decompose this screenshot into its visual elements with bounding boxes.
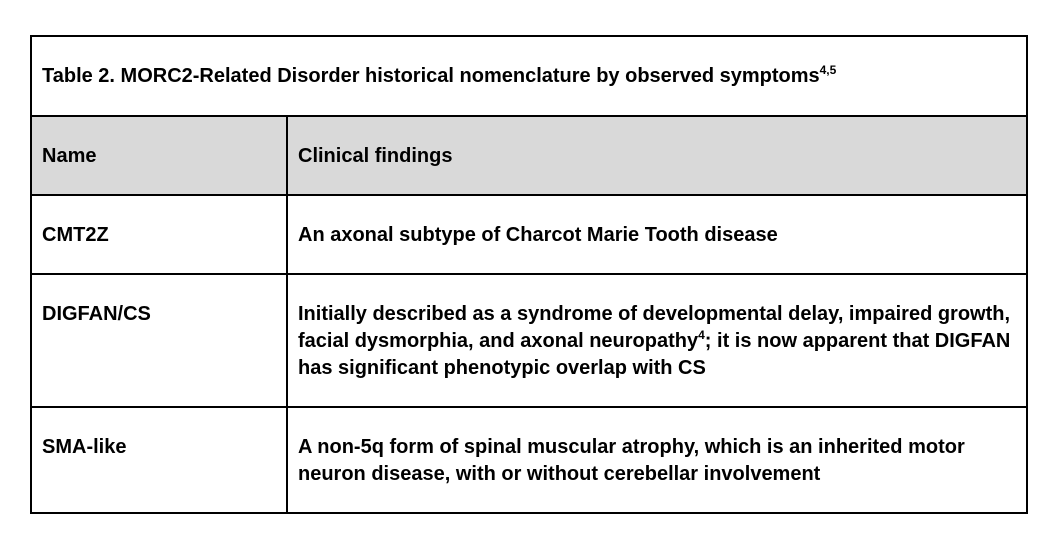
findings-text-part: Initially described as a syndrome of developmental delay, impaired growth, facial dysmorphia, and axonal neuropathy — [298, 303, 1011, 352]
findings-superscript: 4 — [698, 328, 705, 342]
row-findings-cell: A non-5q form of spinal muscular atrophy, which is an inherited motor neuron disease, with or without cerebellar involvement — [287, 407, 1027, 513]
row-name-cell: DIGFAN/CS — [31, 274, 287, 407]
header-name: Name — [31, 116, 287, 195]
row-name-cell: SMA-like — [31, 407, 287, 513]
findings-text-part: ; it is now apparent that DIGFAN has significant phenotypic overlap with CS — [298, 330, 1011, 379]
row-findings-cell — [287, 274, 1027, 407]
nomenclature-table — [30, 35, 1028, 514]
table-row-sma-like — [31, 407, 1027, 513]
caption-text: Table 2. MORC2-Related Disorder historical nomenclature by observed symptoms — [42, 65, 820, 87]
row-findings-cell: An axonal subtype of Charcot Marie Tooth disease — [287, 195, 1027, 274]
table-caption — [31, 36, 1027, 116]
header-row — [31, 116, 1027, 195]
header-clinical-findings: Clinical findings — [287, 116, 1027, 195]
row-name-cell: CMT2Z — [31, 195, 287, 274]
caption-superscript: 4,5 — [819, 63, 837, 77]
table-row-cmt2z — [31, 195, 1027, 274]
caption-row — [31, 36, 1027, 116]
table-row-digfan-cs — [31, 274, 1027, 407]
